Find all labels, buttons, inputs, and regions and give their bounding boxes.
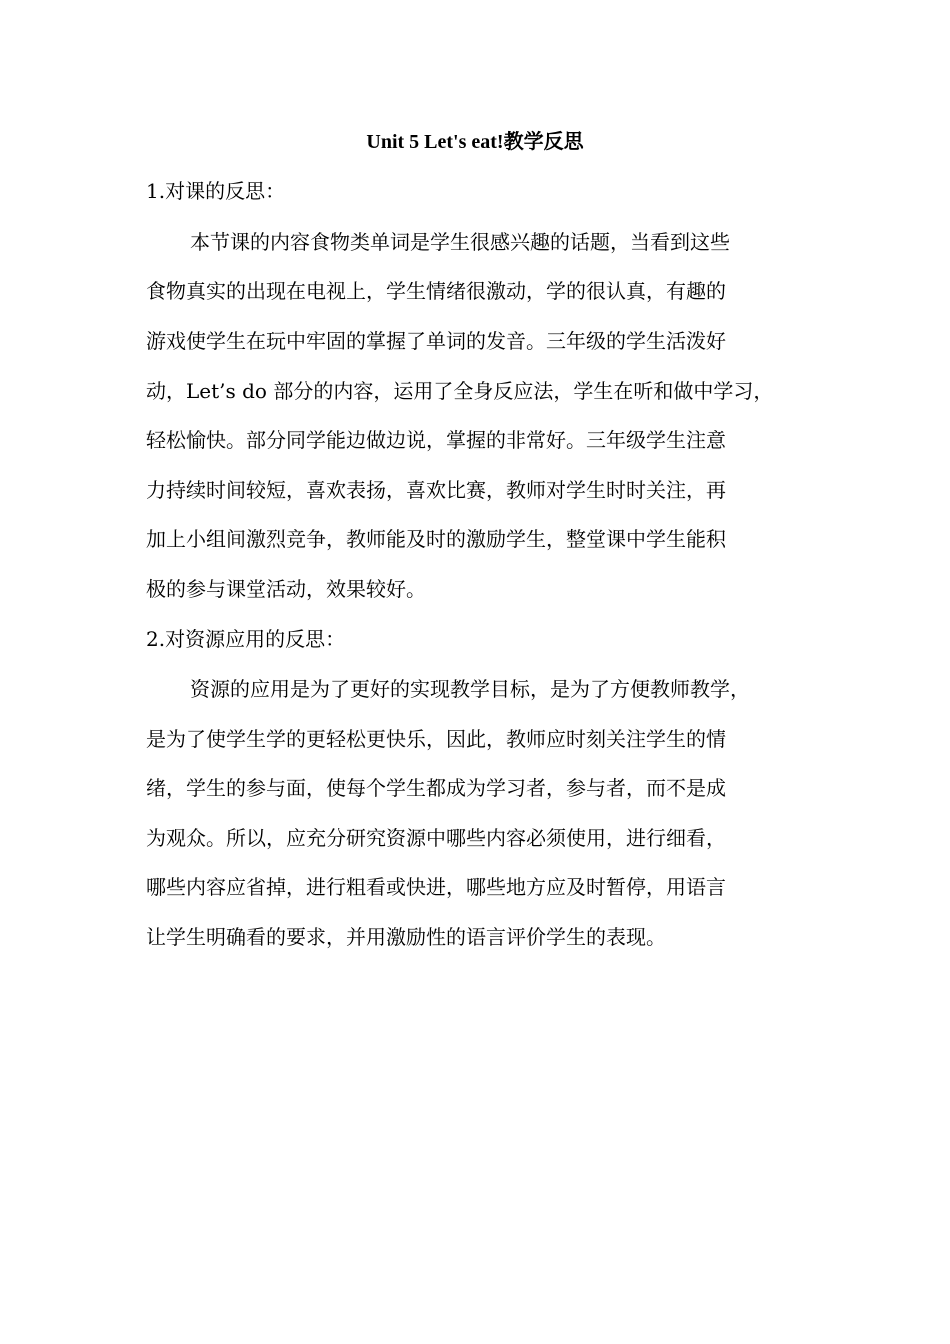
section2-line: 让学生明确看的要求，并用激励性的语言评价学生的表现。 bbox=[146, 925, 666, 949]
section1-heading: 1.对课的反思： bbox=[146, 179, 286, 203]
section1-line: 游戏使学生在玩中牢固的掌握了单词的发音。三年级的学生活泼好 bbox=[146, 329, 726, 353]
section1-line: 加上小组间激烈竞争，教师能及时的激励学生，整堂课中学生能积 bbox=[146, 527, 726, 551]
section2-heading: 2.对资源应用的反思： bbox=[146, 627, 346, 651]
section1-line: 力持续时间较短，喜欢表扬，喜欢比赛，教师对学生时时关注，再 bbox=[146, 478, 726, 502]
section2-line: 绪，学生的参与面，使每个学生都成为学习者，参与者，而不是成 bbox=[146, 776, 726, 800]
document-title: Unit 5 Let's eat!教学反思 bbox=[366, 131, 584, 153]
section1-line: 极的参与课堂活动，效果较好。 bbox=[146, 577, 426, 601]
section1-line: 动，Let’s do 部分的内容，运用了全身反应法，学生在听和做中学习， bbox=[146, 379, 774, 403]
section2-line: 哪些内容应省掉，进行粗看或快进，哪些地方应及时暂停，用语言 bbox=[146, 875, 726, 899]
section1-line: 食物真实的出现在电视上，学生情绪很激动，学的很认真，有趣的 bbox=[146, 279, 726, 303]
section1-line: 轻松愉快。部分同学能边做边说，掌握的非常好。三年级学生注意 bbox=[146, 428, 726, 452]
section2-line: 为观众。所以，应充分研究资源中哪些内容必须使用，进行细看， bbox=[146, 826, 726, 850]
section1-line: 本节课的内容食物类单词是学生很感兴趣的话题，当看到这些 bbox=[190, 230, 730, 254]
section2-line: 是为了使学生学的更轻松更快乐，因此，教师应时刻关注学生的情 bbox=[146, 727, 726, 751]
section2-line: 资源的应用是为了更好的实现教学目标，是为了方便教师教学， bbox=[190, 677, 750, 701]
